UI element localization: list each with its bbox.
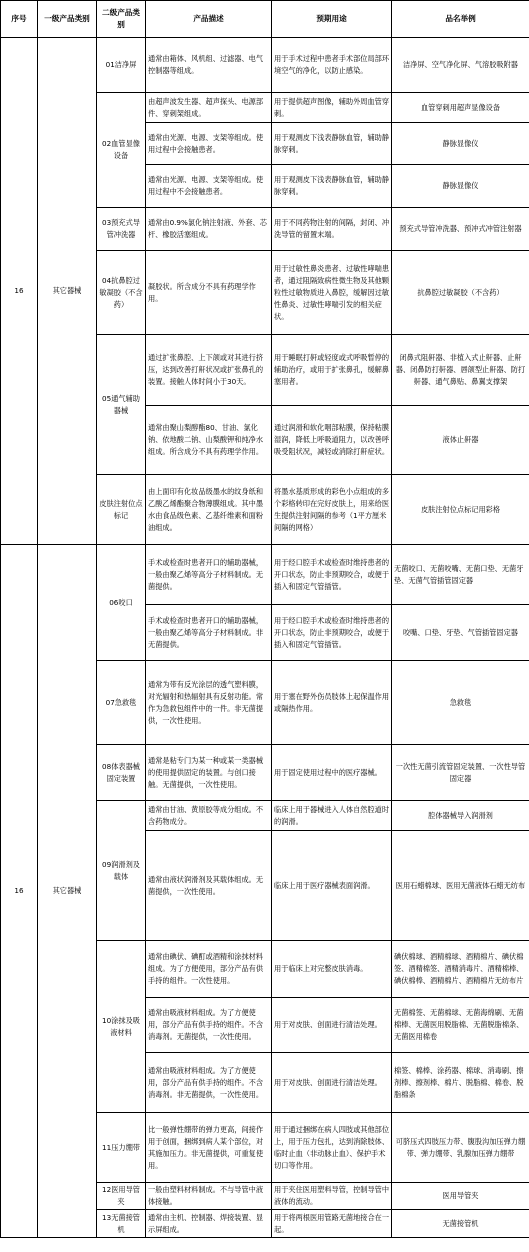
example-cell: 洁净屏、空气净化屏、气溶胶吸附器 xyxy=(392,38,529,93)
example-cell: 无菌接管机 xyxy=(392,1210,529,1238)
table-row xyxy=(1,38,529,93)
example-cell: 无菌咬口、无菌咬嘴、无菌口垫、无菌牙垫、无菌气管插管固定器 xyxy=(392,545,529,605)
example-cell: 咬嘴、口垫、牙垫、气管插管固定器 xyxy=(392,605,529,661)
example-cell: 抗鼻腔过敏凝胶（不含药） xyxy=(392,251,529,335)
use-cell: 用于手术过程中患者手术部位局部环境空气的净化，以防止感染。 xyxy=(272,38,392,93)
header-subcategory: 二级产品类别 xyxy=(97,1,146,38)
subcategory-cell: 01洁净屏 xyxy=(97,38,146,93)
use-cell: 用于观测皮下浅表静脉血管，辅助静脉穿刺。 xyxy=(272,123,392,165)
description-cell: 通常由箱体、风机组、过滤器、电气控制器等组成。 xyxy=(146,38,272,93)
subcategory-cell: 04抗鼻腔过敏凝胶（不含药） xyxy=(97,251,146,335)
category-cell: 其它器械 xyxy=(38,38,97,545)
description-cell: 比一般弹性绷带的弹力更高，间接作用于创面，捆绑到病人某个部位，对其施加压力。非无菌提供，可重复使用。 xyxy=(146,1113,272,1183)
use-cell: 用于通过捆绑在病人四肢或其他部位上，用于压力包扎，达到消除肢体、临时止血（非动脉止血）、保护手术切口等作用。 xyxy=(272,1113,392,1183)
category-cell: 其它器械 xyxy=(38,545,97,1238)
use-cell: 用于塞在野外伤员肢体上起保温作用或隔热作用。 xyxy=(272,661,392,745)
example-cell: 医用石蜡棉球、医用无菌液体石蜡无纺布 xyxy=(392,831,529,941)
table-body xyxy=(1,38,529,1238)
description-cell: 一般由塑料材料制成。不与导管中液体接触。 xyxy=(146,1183,272,1210)
use-cell: 用于对皮肤、创面进行清洁处理。 xyxy=(272,1053,392,1113)
subcategory-cell: 13无菌接管机 xyxy=(97,1210,146,1238)
use-cell: 用于经口腔手术或检查时维持患者的开口状态，防止非预期咬合，或便于插入和固定气管插管。 xyxy=(272,605,392,661)
use-cell: 临床上用于器械进入人体自然腔道时的润滑。 xyxy=(272,801,392,831)
use-cell: 用于不同药物注射的间隔，封闭、冲洗导管的留置末端。 xyxy=(272,208,392,251)
subcategory-cell: 03预充式导管冲洗器 xyxy=(97,208,146,251)
use-cell: 用于观测皮下浅表静脉血管，辅助静脉穿刺。 xyxy=(272,165,392,208)
subcategory-cell: 11压力绷带 xyxy=(97,1113,146,1183)
header-intended-use: 预期用途 xyxy=(272,1,392,38)
subcategory-cell: 12医用导管夹 xyxy=(97,1183,146,1210)
example-cell: 血管穿刺用超声显像设备 xyxy=(392,93,529,123)
subcategory-cell: 09润滑剂及载体 xyxy=(97,801,146,941)
use-cell: 用于过敏性鼻炎患者、过敏性哮喘患者，通过阻隔致病性微生物及其他颗粒性过敏物质进入鼻腔，缓解因过敏性鼻炎、过敏性哮喘引发的相关症状。 xyxy=(272,251,392,335)
example-cell: 急救毯 xyxy=(392,661,529,745)
description-cell: 通常由碘伏、碘酊或酒精和涂抹材料组成。为了方便使用，部分产品有供手持的组件。一次性使用。 xyxy=(146,941,272,998)
description-cell: 通常由0.9%氯化钠注射液、外套、芯杆、橡胶活塞组成。 xyxy=(146,208,272,251)
seq-cell: 16 xyxy=(1,545,38,1238)
header-description: 产品描述 xyxy=(146,1,272,38)
use-cell: 用于将两根医用管路无菌地接合在一起。 xyxy=(272,1210,392,1238)
header-seq: 序号 xyxy=(1,1,38,38)
subcategory-cell: 10涂抹及吸液材料 xyxy=(97,941,146,1113)
example-cell: 闭鼻式阻鼾器、非植入式止鼾器、止鼾器、闭鼻防打鼾器、唇颌型止鼾器、防打鼾器、通气鼻贴、鼻翼支撑架 xyxy=(392,335,529,406)
example-cell: 腔体器械导入润滑剂 xyxy=(392,801,529,831)
use-cell: 用于夹住医用塑料导管，控制导管中液体的流动。 xyxy=(272,1183,392,1210)
header-examples: 品名举例 xyxy=(392,1,529,38)
subcategory-cell: 02血管显像设备 xyxy=(97,93,146,208)
use-cell: 用于睡眠打鼾或轻度或式呼吸暂停的辅助治疗，或用于扩张鼻孔，缓解鼻塞用者。 xyxy=(272,335,392,406)
description-cell: 通常由主机、控制器、焊接装置、显示屏组成。 xyxy=(146,1210,272,1238)
description-cell: 通过扩张鼻腔、上下颌或对其进行挤压，达到改善打鼾状况或扩张鼻孔的装置。接触人体时间小于30天。 xyxy=(146,335,272,406)
example-cell: 无菌棉签、无菌棉球、无菌海绵刷、无菌棉棒、无菌医用脱脂棉、无菌脱脂棉条、无菌医用棉卷 xyxy=(392,998,529,1053)
use-cell: 用于对皮肤、创面进行清洁处理。 xyxy=(272,998,392,1053)
description-cell: 通常由吸液材料组成。为了方便使用，部分产品有供手持的组件。不含消毒剂。无菌提供，一次性使用。 xyxy=(146,998,272,1053)
use-cell: 用于经口腔手术或检查时维持患者的开口状态，防止非预期咬合，或便于插入和固定气管插管。 xyxy=(272,545,392,605)
use-cell: 将墨水基质形成的彩色小点组成的多个彩格转印在完好皮肤上，用来给医生提供注射间隔的参考（1平方厘米间隔的网格） xyxy=(272,475,392,545)
subcategory-cell: 皮肤注射位点标记 xyxy=(97,475,146,545)
description-cell: 由超声波发生器、超声探头、电源部件、穿刺架组成。 xyxy=(146,93,272,123)
description-cell: 凝胶状。所含成分不具有药理学作用。 xyxy=(146,251,272,335)
subcategory-cell: 05通气辅助器械 xyxy=(97,335,146,475)
subcategory-cell: 07急救毯 xyxy=(97,661,146,745)
example-cell: 预充式导管冲洗器、预冲式冲管注射器 xyxy=(392,208,529,251)
use-cell: 临床上用于医疗器械表面润滑。 xyxy=(272,831,392,941)
header-category: 一级产品类别 xyxy=(38,1,97,38)
example-cell: 静脉显像仪 xyxy=(392,123,529,165)
example-cell: 棉签、棉棒、涂药器、棉球、消毒刷、擦剂棒、擦剂棒、棉片、脱脂棉、棉卷、脱脂棉条 xyxy=(392,1053,529,1113)
description-cell: 通常由光源、电源、支架等组成。使用过程中不会接触患者。 xyxy=(146,165,272,208)
description-cell: 通常由光源、电源、支架等组成。使用过程中会接触患者。 xyxy=(146,123,272,165)
use-cell: 通过润滑和软化咽部粘膜，保持粘膜湿润，降低上呼吸道阻力，以改善呼吸受阻状况，减轻或消除打鼾症状。 xyxy=(272,406,392,475)
seq-cell: 16 xyxy=(1,38,38,545)
description-cell: 手术或检查时患者开口的辅助器械，一般由聚乙烯等高分子材料制成。非无菌提供。 xyxy=(146,605,272,661)
example-cell: 可脐压式四肢压力带、腹股沟加压弹力绷带、弹力绷带、乳腺加压弹力绷带 xyxy=(392,1113,529,1183)
description-cell: 通常由吸液材料组成。为了方便使用，部分产品有供手持的组件。不含消毒剂。非无菌提供，一次性使用。 xyxy=(146,1053,272,1113)
subcategory-cell: 06咬口 xyxy=(97,545,146,661)
example-cell: 碘伏棉球、酒精棉球、酒精棉片、碘伏棉签、酒精棉签、酒精消毒片、酒精棉棒、碘伏棉棒、酒精棉片、酒精棉片无纺布片 xyxy=(392,941,529,998)
use-cell: 用于提供超声图像，辅助外周血管穿刺。 xyxy=(272,93,392,123)
example-cell: 一次性无菌引流管固定装置、一次性导管固定器 xyxy=(392,745,529,801)
use-cell: 用于临床上对完整皮肤消毒。 xyxy=(272,941,392,998)
example-cell: 皮肤注射位点标记用彩格 xyxy=(392,475,529,545)
description-cell: 通常由液状润滑剂及其载体组成。无菌提供，一次性使用。 xyxy=(146,831,272,941)
use-cell: 用于固定使用过程中的医疗器械。 xyxy=(272,745,392,801)
table-row xyxy=(1,545,529,605)
header-row xyxy=(1,1,529,38)
description-cell: 通常为带有反光涂层的透气塑料膜，对光辐射和热辐射具有反射功能。常作为急救包组件中的一件。非无菌提供，一次性使用。 xyxy=(146,661,272,745)
description-cell: 通常是粘专门为某一种或某一类器械的使用提供固定的装置。与创口接触。无菌提供，一次性使用。 xyxy=(146,745,272,801)
example-cell: 医用导管夹 xyxy=(392,1183,529,1210)
description-cell: 通常由聚山梨醇酯80、甘油、氯化钠、依地酸二钠、山梨酸钾和纯净水组成。所含成分不具有药理学作用。 xyxy=(146,406,272,475)
subcategory-cell: 08体表器械固定装置 xyxy=(97,745,146,801)
example-cell: 液体止鼾器 xyxy=(392,406,529,475)
description-cell: 手术或检查时患者开口的辅助器械，一般由聚乙烯等高分子材料制成。无菌提供。 xyxy=(146,545,272,605)
example-cell: 静脉显像仪 xyxy=(392,165,529,208)
description-cell: 通常由甘油、黄原胶等成分组成。不含药物成分。 xyxy=(146,801,272,831)
description-cell: 由上面印有化妆品级墨水的纹身纸和乙酸乙烯酯聚合物薄膜组成。其中墨水由食品级色素、乙基纤维素和面粉油组成。 xyxy=(146,475,272,545)
